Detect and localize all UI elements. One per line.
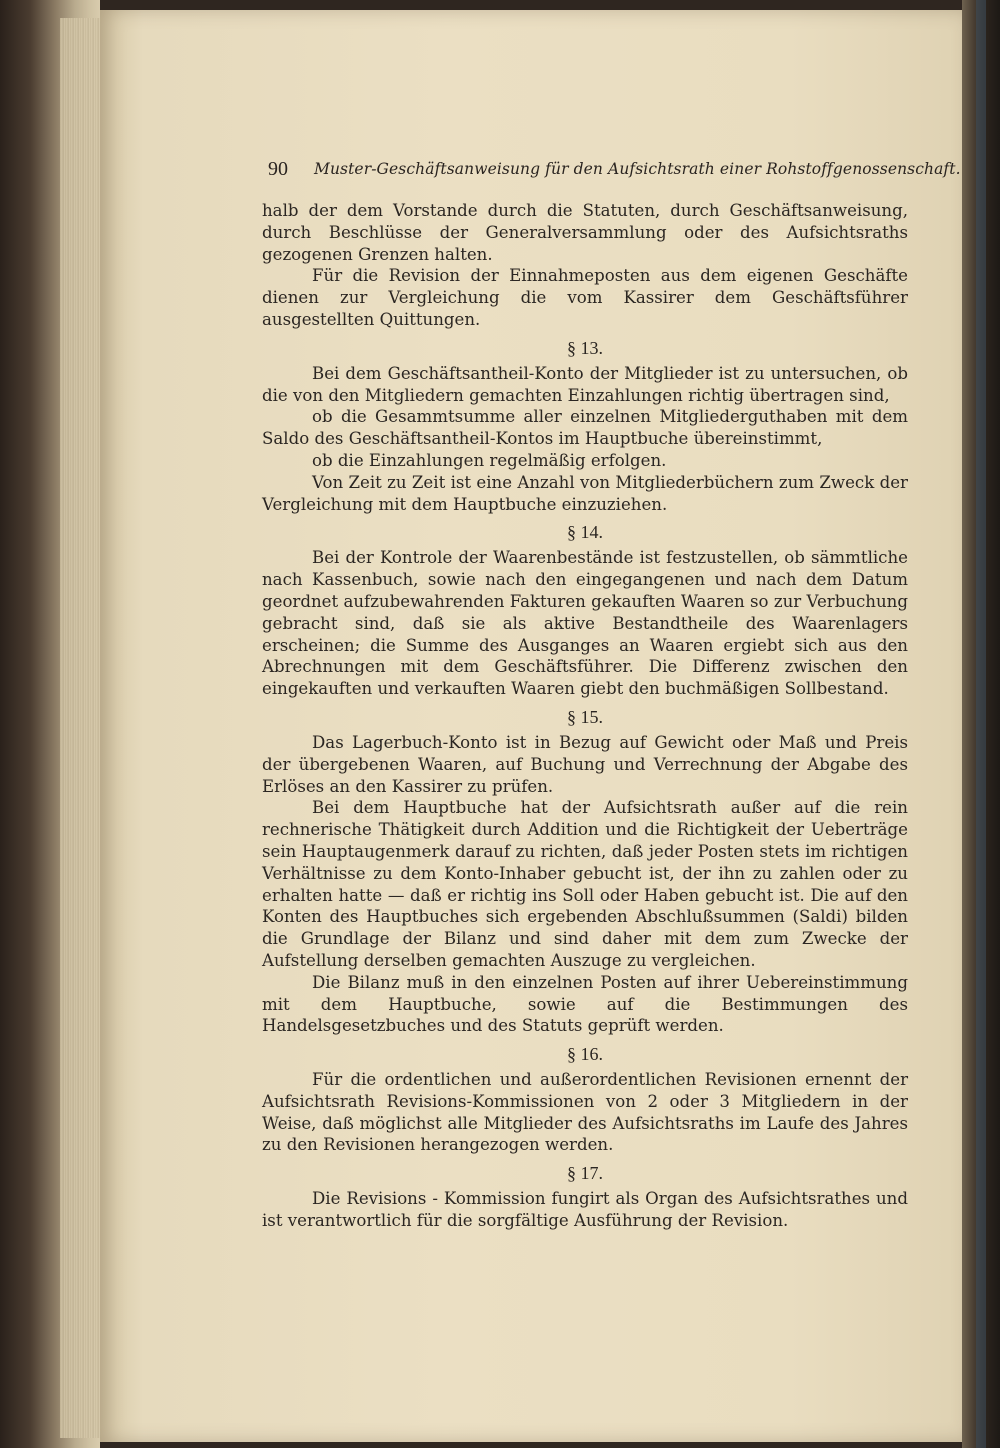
paragraph: Die Revisions - Kommission fungirt als Organ des Aufsichtsrathes und ist verantwortlich für die sorgfältige Ausführung der Revision.: [262, 1189, 908, 1231]
paragraph: Bei dem Hauptbuche hat der Aufsichtsrath außer auf die rein rechnerische Thätigkeit durch Addition und die Richtigkeit der Ueberträge sein Hauptaugenmerk darauf zu richten, daß jeder Posten stets im richtigen Verhältnisse zu dem Konto-Inhaber gebucht ist, der ihn zu zahlen oder zu erhalten hatte — daß er richtig ins Soll oder Haben gebucht ist. Die auf den Konten des Hauptbuches sich ergebenden Abschlußsummen (Saldi) bilden die Grundlage der Bilanz und sind daher mit dem zum Zwecke der Aufstellung derselben gemachten Auszuge zu vergleichen.: [262, 798, 908, 970]
section-heading-15: § 15.: [567, 706, 603, 727]
running-title: Muster-Geschäftsanweisung für den Aufsichtsrath einer Rohstoffgenossenschaft.: [314, 160, 961, 178]
book-cover-right: [962, 0, 1000, 1448]
cover-strip: [976, 0, 986, 1448]
paragraph: Für die Revision der Einnahmeposten aus dem eigenen Geschäfte dienen zur Vergleichung die vom Kassirer dem Geschäftsführer ausgestellten Quittungen.: [262, 266, 908, 329]
paragraph: Bei dem Geschäftsantheil-Konto der Mitglieder ist zu untersuchen, ob die von den Mitgliedern gemachten Einzahlungen richtig übertragen sind,: [262, 363, 908, 405]
section-heading-17: § 17.: [567, 1163, 603, 1184]
section-heading-14: § 14.: [567, 522, 603, 543]
paragraph: ob die Einzahlungen regelmäßig erfolgen.: [312, 450, 667, 470]
paragraph: ob die Gesammtsumme aller einzelnen Mitgliederguthaben mit dem Saldo des Geschäftsantheil-Kontos im Hauptbuche übereinstimmt,: [262, 407, 908, 449]
paragraph: Das Lagerbuch-Konto ist in Bezug auf Gewicht oder Maß und Preis der übergebenen Waaren, auf Buchung und Verrechnung der Abgabe des Erlöses an den Kassirer zu prüfen.: [262, 732, 908, 796]
paragraph: halb der dem Vorstande durch die Statuten, durch Geschäftsanweisung, durch Beschlüsse der Generalversammlung oder des Aufsichtsraths gezogenen Grenzen halten.: [262, 201, 908, 264]
section-heading-16: § 16.: [567, 1044, 603, 1065]
running-header: [268, 158, 961, 184]
paragraph: Bei der Kontrole der Waarenbestände ist festzustellen, ob sämmtliche nach Kassenbuch, sowie nach den eingegangenen und nach dem Datum geordnet aufzubewahrenden Fakturen gekauften Waaren so zur Verbuchung gebracht sind, daß sie als aktive Bestandtheile des Waarenlagers erscheinen; die Summe des Ausganges an Waaren ergiebt sich aus den Abrechnungen mit dem Geschäftsführer. Die Differenz zwischen den eingekauften und verkauften Waaren giebt den buchmäßigen Sollbestand.: [262, 548, 908, 699]
page-number: 90: [268, 158, 288, 180]
paragraph: Für die ordentlichen und außerordentlichen Revisionen ernennt der Aufsichtsrath Revisions-Kommissionen von 2 oder 3 Mitgliedern in der Weise, daß möglichst alle Mitglieder des Aufsichtsraths im Laufe des Jahres zu den Revisionen herangezogen werden.: [262, 1070, 908, 1155]
section-heading-13: § 13.: [567, 337, 603, 358]
paragraph: Die Bilanz muß in den einzelnen Posten auf ihrer Uebereinstimmung mit dem Hauptbuche, sowie auf die Bestimmungen des Handelsgesetzbuches und des Statuts geprüft werden.: [262, 972, 908, 1036]
paragraph: Von Zeit zu Zeit ist eine Anzahl von Mitgliederbüchern zum Zweck der Vergleichung mit dem Hauptbuche einzuziehen.: [262, 472, 908, 514]
body-text: [262, 200, 908, 1232]
